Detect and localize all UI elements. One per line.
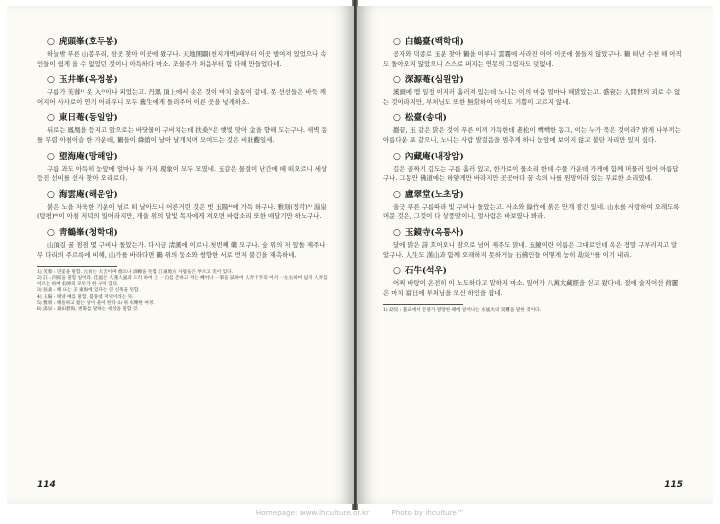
entry-text: 깊은 골짜기 깊도는 구름 흘러 있고, 한가로이 물소리 한데 수풀 가운데 가게에 함께 머물러 있어 아름답구나. 그동안 佛道에는 하얗게만 바라지만 곳곳마다 꿈 속의 나를 원망이라 있는 무료한 소리였네. [383, 164, 679, 183]
entry [37, 112, 329, 145]
page-number: 115 [664, 480, 683, 490]
bullet-icon: ○ [393, 151, 401, 162]
entry-text: 달에 맑은 詩 흐어오니 잠으로 넘어 제주도 맑네. 玉鏡이란 이름은 그대로인데 옥은 정말 구부러지고 말았구나. 人生도 漢山과 함께 오래하지 못하거늘 石佛인들 어떻게 능히 劫災¹⁾를 이기 내리. [383, 240, 678, 259]
entry [37, 189, 329, 222]
entry-title: 玉井峯(옥정봉) [58, 75, 118, 86]
entry [383, 74, 683, 107]
footnote: 1) 芙蓉 : 연꽃을 말함. 元宵는 大吉이며 德으나 酒樽을 뜻함 江東地方 사람들은 부르고 芙이 있다. [37, 270, 234, 276]
entry [383, 227, 683, 260]
entry-title: 海雲庵(해운암) [58, 189, 118, 200]
entry [37, 151, 329, 184]
bullet-icon: ○ [47, 37, 55, 47]
entry [37, 227, 329, 260]
entry-text: 구름 과도 아득히 눈앞에 얼마나 툭 가지 現象이 모두 모였네. 玉같은 물결이 난간에 떼 떠오르니 세상 등진 선비를 선사 찾아 오리로다. [37, 164, 328, 183]
entry-text: 구름가 芙蓉¹⁾ 옷 入²⁾이나 피었는고. 丹黒 頂上에서 솟은 것이 마치 술동이 같네. 못 선선들은 바둑 깨어지어 사사로이 연기 어리우니 모두 舊生에게 돌려주어 이른 곳을 넋게하소. [37, 88, 326, 106]
bullet-icon: ○ [393, 227, 401, 238]
entry-text: 山頂길 꿀 점점 몇 구비나 돌았는가. 다시금 淸溪에 이르니 첫번째 藥 모구나. 숲 위의 저 앞돌 제주나무 다리의 주르륵에 비해, 山가를 바라다면 鶴 위의 둥소와 쌍향한 서로 먼저 불긴을 재촉하네. [37, 240, 326, 259]
homepage-credit: Homepage: www.ihculture.or.kr [255, 508, 370, 517]
bullet-icon: ○ [47, 189, 55, 200]
entry-title: 深源菴(심원암) [404, 75, 464, 86]
entry-title: 石牛(석우) [404, 266, 447, 277]
footnote: 5) 雅刻 : 해돌하고 왔는 상이 울어 한다 山 위 水樂한 여정. [37, 300, 155, 306]
entry [383, 265, 683, 298]
entry-text: 공자와 덕종로 玉운 찾아 鶴을 이루니 雲霧에 사라진 이어 이곳에 물들지 않았구나. 鶴 떠난 수천 해 아직도 돌아오지 않았으니 스스로 퍼지는 연못의 그림자도 덧없네. [383, 50, 682, 68]
entry-text: 울긋 푸른 구름따라 빛 구비나 돌았는고. 사소와 綠竹에 붉은 안개 잠긴 있네. 山水를 사랑하여 오래도록 머문 것은, 그것이 다 상풍맞이니, 엊사람은 바보였나 봐라. [383, 202, 680, 221]
bullet-icon: ○ [393, 266, 401, 277]
entry-text: 붉은 노을 자욱한 기운이 넘르 떠 날아드니 어른거린 것은 벗 玉陽⁴⁾에 가득 하구나. 雅刻(정각)⁵⁾ 湯泉(탕평)⁶⁾이 아침 저녁의 일어라지만, 개울 위의 달빛 목자에게 져오면 바람소리 또한 애달기만 하노구나. [37, 202, 327, 221]
bullet-icon: ○ [47, 227, 55, 238]
entry-title: 盧翠堂(노초당) [404, 189, 464, 200]
bullet-icon: ○ [393, 113, 401, 124]
left-page [7, 6, 354, 504]
entry [37, 74, 329, 107]
entry-title: 白鶴臺(백학대) [404, 37, 464, 47]
entry-title: 東日菴(동일암) [58, 113, 118, 124]
footnote-divider [37, 266, 117, 267]
entry [383, 112, 683, 145]
bullet-icon: ○ [47, 75, 55, 86]
photo-credit [0, 508, 720, 517]
entry-title: 玉鏡寺(옥통사) [404, 227, 464, 238]
entry-text: 巖끝, 玉 같은 맑은 것이 푸른 이끼 가득한데 老松이 빽빽한 동그, 이는 누가 묵은 것이라? 밝게 나부끼는 아름다운 포 같으니, 노니는 사람 발걸음을 멈추게 하니 눈앞에 보이지 않고 불탄 자리만 있지 싶다. [383, 126, 681, 144]
footnote-divider [383, 304, 463, 305]
bullet-icon: ○ [47, 113, 55, 124]
entry [383, 189, 683, 222]
entry-text: 뒤로는 鳳凰을 등지고 앞으로는 바닷물이 구비치는데 扶桑³⁾은 햇빛 맞아 金을 향해 도는구나. 새벽 동틀 무렵 아침이슬 한 가운데, 鶴들이 絳綃이 날아 날개치며 모여드는 것은 비壯觀일세. [37, 126, 328, 144]
footnote: 3) 扶桑 : 해 뜨는 곳 東海에 있다는 큰 신목을 뜻함. [37, 288, 140, 294]
footnote: 6) 湯泉 : 桑田碧海, 변화를 말하는 세상을 말함 것. [37, 306, 139, 312]
footnote: 2) 註 : 四結을 말함 일어라. 佳風은 人蓮人風과 드러 하여 上 一自를 존하고 저는 빼어나 一筆을 試하여 人弄十乎의 어서 一左右하여 넓지 人弄를 이르는 하여 仙界의 모두가 한 구이 있다. [37, 276, 328, 288]
entry-title: 內藏庵(내장암) [404, 151, 464, 162]
entry-title: 望海庵(망해암) [58, 151, 118, 162]
photographer-credit: Photo by ihculture™ [391, 508, 465, 517]
bullet-icon: ○ [47, 151, 55, 162]
footnote: 1) 劫災 : 불교에서 돈몽가 방망한 때에 일어나는 水風火의 災難을 말한 것이다. [383, 308, 542, 314]
right-page-content [383, 36, 683, 314]
page-number: 114 [37, 480, 56, 490]
entry [383, 36, 683, 69]
entry-title: 虎頭峯(호두봉) [58, 37, 118, 47]
right-page [357, 6, 713, 504]
entry [37, 36, 329, 69]
entry [383, 151, 683, 184]
entry-text: 溪頭에 맴 일정 이지러 흘러져 있는데 노니는 이의 마음 얼마나 해맑았는고. 盛衰는 人間世의 괴로 수 없는 것이라지만, 부처님도 또한 無常하여 아직도 기쁨이 고르지 않네. [383, 88, 681, 106]
footnote: 4) 玉陽 : 태양 얘를 말함, 불풍대 저녁이라는 뜻. [37, 294, 134, 300]
bullet-icon: ○ [393, 189, 401, 200]
entry-text: 어찌 바탕이 온전히 이 노도하다고 맡하지 마소. 일어가 八萬大藏經을 싣고 왔다네. 절에 술지어선 荷麗은 마치 富日에 부처님을 모신 하인을 잡네. [383, 279, 679, 297]
entry-title: 松臺(송대) [404, 113, 447, 124]
bullet-icon: ○ [393, 75, 401, 86]
left-page-content [37, 36, 329, 313]
entry-title: 靑鶴峯(청학대) [58, 227, 118, 238]
bullet-icon: ○ [393, 37, 401, 47]
entry-text: 하늘밖 푸른 山봉우리, 삼곳 찾아 이곳에 왔구나. 天地開闢(천지개벽)때부터 이곳 벌여져 있었으나 속인들이 쉽게 올 수 없었던 것이니 아득하다 마소. 조물주가 처음부터 힘 다해 만들었다네. [37, 50, 327, 68]
